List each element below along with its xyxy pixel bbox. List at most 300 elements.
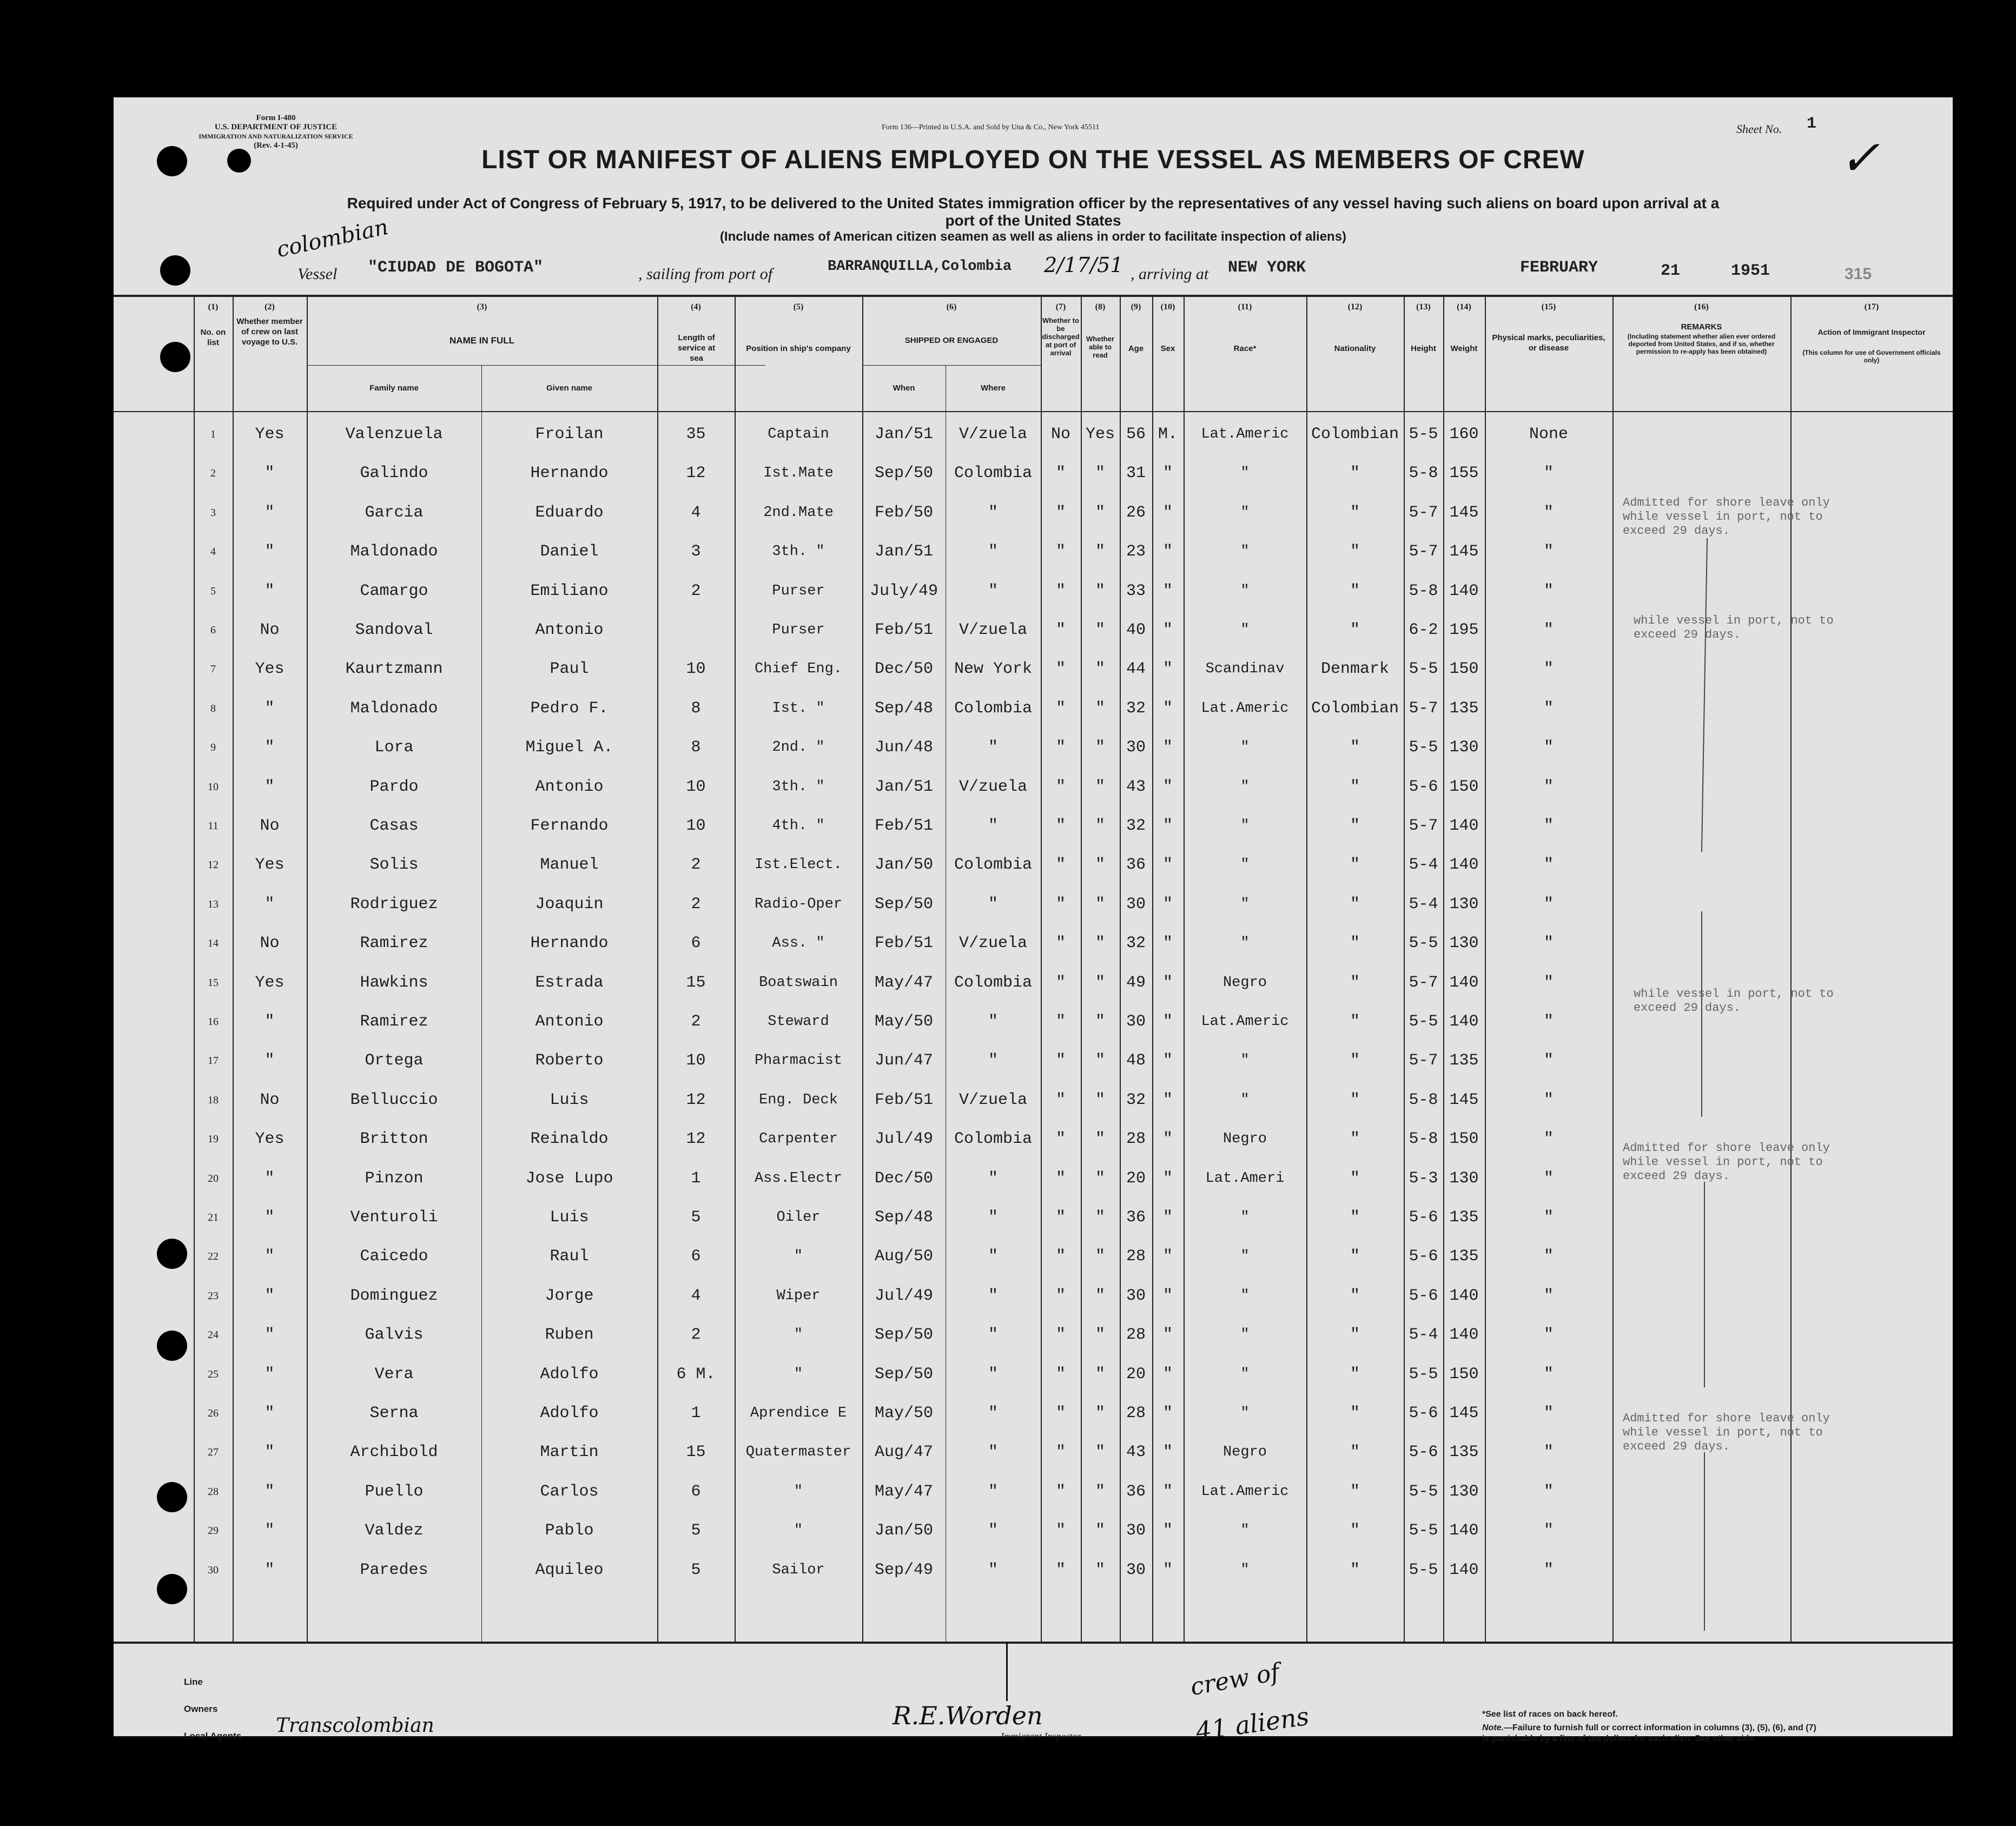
cell-sex: " <box>1162 464 1173 483</box>
cell-no: 3 <box>210 506 216 519</box>
cell-disch: " <box>1055 1404 1066 1423</box>
cell-read: " <box>1095 503 1105 522</box>
sheet-number-label: Sheet No. <box>1736 122 1782 136</box>
cell-weight: 140 <box>1449 1521 1479 1540</box>
cell-race: Lat.Americ <box>1201 700 1289 717</box>
cell-weight: 150 <box>1449 777 1479 796</box>
cell-given: Miguel A. <box>525 738 613 757</box>
cell-when: Sep/48 <box>874 699 934 718</box>
cell-age: 30 <box>1126 1013 1146 1031</box>
col-num-12: (12) <box>1347 302 1363 312</box>
cell-no: 30 <box>208 1564 219 1576</box>
cell-sex: " <box>1162 1482 1173 1501</box>
cell-nat: " <box>1350 973 1360 992</box>
cell-when: Feb/51 <box>874 621 934 639</box>
col-num-17: (17) <box>1864 302 1879 312</box>
cell-disch: " <box>1055 777 1066 796</box>
cell-sex: " <box>1162 660 1173 679</box>
cell-where: " <box>988 1286 998 1305</box>
cell-nat: " <box>1350 1326 1360 1345</box>
cell-when: Feb/50 <box>874 503 934 522</box>
checkmark: ✓ <box>1839 130 1880 187</box>
cell-no: 22 <box>208 1251 219 1263</box>
cell-no: 8 <box>210 702 216 714</box>
cell-position: Aprendice E <box>750 1405 847 1421</box>
cell-given: Ruben <box>545 1326 594 1345</box>
cell-disch: " <box>1055 1560 1066 1579</box>
cell-position: Purser <box>772 622 825 638</box>
cell-disch: " <box>1055 738 1066 757</box>
col-header-no: No. on list <box>200 328 226 347</box>
cell-race: Negro <box>1222 1131 1267 1148</box>
cell-no: 14 <box>208 937 219 950</box>
line-handwriting: colombian <box>274 214 391 263</box>
cell-last: " <box>265 1013 275 1031</box>
cell-where: V/zuela <box>959 1090 1028 1109</box>
cell-age: 20 <box>1126 1365 1146 1384</box>
cell-given: Hernando <box>530 464 609 483</box>
cell-family: Archibold <box>350 1443 438 1462</box>
cell-height: 5-5 <box>1409 1365 1438 1384</box>
cell-given: Aquileo <box>535 1560 604 1579</box>
cell-weight: 130 <box>1449 895 1479 914</box>
cell-race: " <box>1240 1287 1250 1304</box>
cell-family: Vera <box>374 1365 414 1384</box>
cell-position: " <box>794 1327 803 1344</box>
cell-read: " <box>1095 738 1105 757</box>
cell-nat: " <box>1350 1169 1360 1188</box>
cell-height: 5-7 <box>1409 817 1438 835</box>
cell-height: 5-7 <box>1409 699 1438 718</box>
cell-where: " <box>988 817 998 835</box>
col-header-nationality: Nationality <box>1334 344 1376 353</box>
cell-marks: " <box>1543 817 1554 835</box>
cell-marks: None <box>1529 425 1568 444</box>
col-header-given-name: Given name <box>546 383 593 393</box>
cell-given: Paul <box>550 660 589 679</box>
remark-line: exceed 29 days. <box>1623 1440 1730 1453</box>
cell-race: " <box>1240 739 1250 756</box>
pen-stroke <box>1704 1182 1705 1387</box>
cell-read: " <box>1095 1443 1105 1462</box>
cell-race: " <box>1240 1327 1250 1344</box>
cell-age: 30 <box>1126 1286 1146 1305</box>
cell-race: Lat.Americ <box>1201 1014 1289 1030</box>
cell-last: Yes <box>255 856 285 875</box>
cell-no: 29 <box>208 1525 219 1537</box>
department: U.S. DEPARTMENT OF JUSTICE <box>214 123 338 131</box>
cell-given: Antonio <box>535 621 604 639</box>
cell-service: 3 <box>691 542 701 561</box>
cell-where: V/zuela <box>959 425 1028 444</box>
cell-weight: 145 <box>1449 1090 1479 1109</box>
cell-position: Sailor <box>772 1562 825 1578</box>
cell-race: " <box>1240 465 1250 482</box>
cell-last: " <box>265 1286 275 1305</box>
cell-no: 21 <box>208 1212 219 1223</box>
cell-height: 5-5 <box>1409 660 1438 679</box>
cell-read: " <box>1095 817 1105 835</box>
cell-weight: 145 <box>1449 1404 1479 1423</box>
cell-no: 26 <box>208 1407 219 1419</box>
cell-age: 36 <box>1126 1482 1146 1501</box>
cell-height: 6-2 <box>1409 621 1438 639</box>
cell-age: 20 <box>1126 1169 1146 1188</box>
cell-sex: " <box>1162 503 1173 522</box>
col-header-when: When <box>893 383 915 393</box>
col-num-6: (6) <box>946 302 957 312</box>
races-note: *See list of races on back hereof. <box>1482 1710 1618 1719</box>
remark-line: while vessel in port, not to <box>1634 614 1834 627</box>
cell-disch: " <box>1055 895 1066 914</box>
cell-weight: 140 <box>1449 581 1479 600</box>
cell-no: 16 <box>208 1016 219 1028</box>
cell-read: " <box>1095 895 1105 914</box>
cell-nat: " <box>1350 777 1360 796</box>
cell-service: 5 <box>691 1560 701 1579</box>
cell-last: " <box>265 1247 275 1266</box>
requirement-line-1: Required under Act of Congress of February 5, 1917, to be delivered to the United States immigration officer by the representatives of any vessel having such aliens on board upon arrival at a <box>347 195 1720 211</box>
cell-last: Yes <box>255 1130 285 1149</box>
cell-last: Yes <box>255 973 285 992</box>
cell-family: Sandoval <box>355 621 433 639</box>
cell-weight: 140 <box>1449 856 1479 875</box>
cell-read: " <box>1095 1521 1105 1540</box>
cell-height: 5-5 <box>1409 1013 1438 1031</box>
cell-marks: " <box>1543 1013 1554 1031</box>
cell-sex: M. <box>1158 425 1178 444</box>
cell-weight: 135 <box>1449 1051 1479 1070</box>
cell-position: Carpenter <box>759 1131 838 1148</box>
cell-sex: " <box>1162 934 1173 953</box>
col-header-height: Height <box>1411 344 1436 353</box>
sheet-number: 1 <box>1807 115 1817 133</box>
cell-no: 4 <box>210 546 216 558</box>
cell-position: Pharmacist <box>754 1053 843 1069</box>
cell-when: Sep/50 <box>874 1365 934 1384</box>
cell-marks: " <box>1543 1560 1554 1579</box>
cell-read: " <box>1095 1482 1105 1501</box>
cell-service: 10 <box>686 777 706 796</box>
cell-last: " <box>265 1521 275 1540</box>
col-header-sex: Sex <box>1160 344 1175 353</box>
cell-where: " <box>988 1326 998 1345</box>
cell-given: Reinaldo <box>530 1130 609 1149</box>
cell-given: Luis <box>550 1090 589 1109</box>
cell-age: 33 <box>1126 581 1146 600</box>
cell-last: Yes <box>255 425 285 444</box>
cell-where: " <box>988 1482 998 1501</box>
cell-sex: " <box>1162 542 1173 561</box>
col-header-age: Age <box>1128 344 1144 353</box>
col-header-shipped: SHIPPED OR ENGAGED <box>904 336 999 345</box>
cell-given: Roberto <box>535 1051 604 1070</box>
cell-where: Colombia <box>954 699 1033 718</box>
cell-when: Jul/49 <box>874 1130 934 1149</box>
cell-service: 5 <box>691 1521 701 1540</box>
cell-race: " <box>1240 1053 1250 1069</box>
cell-when: Sep/49 <box>874 1560 934 1579</box>
col-header-race: Race* <box>1233 344 1257 353</box>
cell-nat: " <box>1350 1365 1360 1384</box>
cell-given: Emiliano <box>530 581 609 600</box>
cell-read: " <box>1095 660 1105 679</box>
cell-no: 10 <box>208 780 219 793</box>
cell-marks: " <box>1543 1482 1554 1501</box>
remark-line: exceed 29 days. <box>1623 524 1730 538</box>
cell-weight: 155 <box>1449 464 1479 483</box>
cell-where: V/zuela <box>959 777 1028 796</box>
header-divider <box>114 411 1953 412</box>
cell-height: 5-5 <box>1409 738 1438 757</box>
cell-nat: " <box>1350 856 1360 875</box>
table-bottom-border <box>114 1642 1953 1644</box>
cell-sex: " <box>1162 973 1173 992</box>
cell-disch: " <box>1055 1169 1066 1188</box>
cell-disch: " <box>1055 1130 1066 1149</box>
cell-service: 15 <box>686 1443 706 1462</box>
cell-family: Ortega <box>365 1051 424 1070</box>
col-num-4: (4) <box>691 302 701 312</box>
cell-weight: 140 <box>1449 973 1479 992</box>
crew-count-note-line2: 41 aliens <box>1194 1701 1311 1746</box>
cell-when: Feb/51 <box>874 934 934 953</box>
cell-position: Purser <box>772 583 825 599</box>
cell-sex: " <box>1162 1169 1173 1188</box>
cell-given: Pedro F. <box>530 699 609 718</box>
remark-line: exceed 29 days. <box>1634 628 1741 641</box>
remark-line: while vessel in port, not to <box>1634 987 1834 1001</box>
cell-nat: Denmark <box>1320 660 1390 679</box>
inspector-signature: R.E.Worden <box>893 1701 1043 1730</box>
cell-where: " <box>988 503 998 522</box>
remark-line: while vessel in port, not to <box>1623 1426 1823 1439</box>
cell-race: Lat.Ameri <box>1205 1170 1285 1187</box>
cell-family: Lora <box>374 738 414 757</box>
cell-sex: " <box>1162 1404 1173 1423</box>
cell-race: " <box>1240 1405 1250 1421</box>
cell-weight: 145 <box>1449 503 1479 522</box>
cell-height: 5-8 <box>1409 464 1438 483</box>
cell-family: Kaurtzmann <box>345 660 443 679</box>
cell-where: " <box>988 1013 998 1031</box>
cell-family: Ramirez <box>360 934 428 953</box>
cell-disch: " <box>1055 1326 1066 1345</box>
cell-disch: " <box>1055 1365 1066 1384</box>
col-num-16: (16) <box>1694 302 1709 312</box>
cell-nat: " <box>1350 464 1360 483</box>
cell-height: 5-7 <box>1409 542 1438 561</box>
cell-position: " <box>794 1483 803 1500</box>
cell-marks: " <box>1543 1051 1554 1070</box>
cell-disch: " <box>1055 660 1066 679</box>
cell-nat: " <box>1350 1482 1360 1501</box>
cell-sex: " <box>1162 817 1173 835</box>
cell-service: 2 <box>691 581 701 600</box>
cell-service: 8 <box>691 699 701 718</box>
col-header-family-name: Family name <box>369 383 419 393</box>
cell-when: Jun/48 <box>874 738 934 757</box>
cell-sex: " <box>1162 1090 1173 1109</box>
cell-last: " <box>265 503 275 522</box>
remark-block <box>1634 987 1834 1015</box>
cell-marks: " <box>1543 777 1554 796</box>
cell-read: " <box>1095 1326 1105 1345</box>
cell-age: 28 <box>1126 1404 1146 1423</box>
cell-sex: " <box>1162 1130 1173 1149</box>
cell-family: Puello <box>365 1482 424 1501</box>
cell-marks: " <box>1543 581 1554 600</box>
cell-race: " <box>1240 622 1250 638</box>
printer-line: Form 136—Printed in U.S.A. and Sold by Una & Co., New York 45511 <box>882 123 1100 131</box>
col-num-7: (7) <box>1055 302 1066 312</box>
cell-nat: " <box>1350 1443 1360 1462</box>
cell-position: Wiper <box>776 1287 821 1304</box>
cell-sex: " <box>1162 1051 1173 1070</box>
table-row <box>114 650 1953 689</box>
cell-race: " <box>1240 1562 1250 1578</box>
cell-read: " <box>1095 1169 1105 1188</box>
cell-race: Lat.Americ <box>1201 426 1289 442</box>
cell-read: " <box>1095 621 1105 639</box>
cell-sex: " <box>1162 1521 1173 1540</box>
cell-last: " <box>265 738 275 757</box>
cell-service: 10 <box>686 660 706 679</box>
requirement-line-2: port of the United States <box>945 212 1121 229</box>
cell-family: Valdez <box>365 1521 424 1540</box>
cell-weight: 150 <box>1449 1130 1479 1149</box>
cell-when: Jul/49 <box>874 1286 934 1305</box>
cell-service: 2 <box>691 895 701 914</box>
cell-nat: " <box>1350 1247 1360 1266</box>
cell-last: Yes <box>255 660 285 679</box>
cell-when: Dec/50 <box>874 1169 934 1188</box>
crew-table <box>114 295 1953 1642</box>
cell-family: Valenzuela <box>345 425 443 444</box>
cell-race: " <box>1240 896 1250 912</box>
stamp-number: 315 <box>1845 265 1872 283</box>
col-header-position: Position in ship's company <box>746 344 851 353</box>
col-header-remarks-sub: (Including statement whether alien ever ordered deported from United States, and if so, whether permission to re-apply has been obtained) <box>1627 333 1776 355</box>
table-row <box>114 1198 1953 1237</box>
col-num-5: (5) <box>793 302 804 312</box>
cell-read: " <box>1095 1051 1105 1070</box>
cell-where: " <box>988 1365 998 1384</box>
cell-nat: " <box>1350 542 1360 561</box>
cell-height: 5-8 <box>1409 581 1438 600</box>
cell-nat: " <box>1350 817 1360 835</box>
cell-no: 23 <box>208 1289 219 1302</box>
cell-weight: 135 <box>1449 1247 1479 1266</box>
cell-age: 32 <box>1126 699 1146 718</box>
cell-no: 28 <box>208 1485 219 1498</box>
cell-family: Paredes <box>360 1560 428 1579</box>
table-row <box>114 415 1953 454</box>
cell-sex: " <box>1162 621 1173 639</box>
cell-weight: 150 <box>1449 1365 1479 1384</box>
cell-family: Dominguez <box>350 1286 438 1305</box>
cell-height: 5-4 <box>1409 1326 1438 1345</box>
cell-when: Sep/48 <box>874 1208 934 1227</box>
cell-no: 19 <box>208 1133 219 1146</box>
cell-last: " <box>265 542 275 561</box>
cell-no: 1 <box>210 428 216 440</box>
cell-age: 32 <box>1126 817 1146 835</box>
cell-disch: No <box>1050 425 1070 444</box>
cell-family: Maldonado <box>350 699 438 718</box>
cell-weight: 135 <box>1449 1443 1479 1462</box>
cell-position: 2nd. " <box>772 739 825 756</box>
table-row <box>114 572 1953 611</box>
col-num-9: (9) <box>1131 302 1141 312</box>
cell-age: 30 <box>1126 895 1146 914</box>
cell-height: 5-7 <box>1409 1051 1438 1070</box>
cell-last: " <box>265 1326 275 1345</box>
cell-position: Ist.Mate <box>763 465 834 482</box>
cell-no: 7 <box>210 663 216 676</box>
requirement-line-3: (Include names of American citizen seamen as well as aliens in order to facilitate inspection of aliens) <box>719 229 1347 244</box>
cell-last: " <box>265 464 275 483</box>
service: IMMIGRATION AND NATURALIZATION SERVICE <box>199 133 353 140</box>
cell-where: New York <box>954 660 1033 679</box>
cell-last: No <box>260 1090 280 1109</box>
cell-given: Jose Lupo <box>525 1169 613 1188</box>
cell-race: Scandinav <box>1205 661 1285 678</box>
cell-where: Colombia <box>954 856 1033 875</box>
cell-nat: Colombian <box>1311 425 1399 444</box>
local-agents-handwritten: Transcolombian <box>276 1715 434 1737</box>
port-to: NEW YORK <box>1228 259 1306 277</box>
penalty-note <box>1482 1723 1936 1744</box>
cell-where: " <box>988 1404 998 1423</box>
cell-family: Camargo <box>360 581 428 600</box>
pen-stroke <box>1704 1452 1705 1631</box>
cell-disch: " <box>1055 1247 1066 1266</box>
cell-height: 5-5 <box>1409 934 1438 953</box>
cell-last: " <box>265 581 275 600</box>
cell-marks: " <box>1543 1443 1554 1462</box>
penalty-note-text-2: is punishable by a fine of ten dollars for each alien. See other side. <box>1482 1734 1756 1743</box>
table-row <box>114 728 1953 767</box>
cell-no: 9 <box>210 742 216 754</box>
cell-position: 4th. " <box>772 818 825 834</box>
cell-family: Garcia <box>365 503 424 522</box>
col-num-14: (14) <box>1457 302 1471 312</box>
cell-nat: " <box>1350 1208 1360 1227</box>
cell-marks: " <box>1543 1326 1554 1345</box>
cell-sex: " <box>1162 1365 1173 1384</box>
cell-last: " <box>265 1208 275 1227</box>
cell-height: 5-8 <box>1409 1130 1438 1149</box>
cell-marks: " <box>1543 895 1554 914</box>
cell-position: Captain <box>768 426 829 442</box>
cell-service: 15 <box>686 973 706 992</box>
cell-read: " <box>1095 1130 1105 1149</box>
cell-read: " <box>1095 699 1105 718</box>
cell-height: 5-6 <box>1409 777 1438 796</box>
cell-race: " <box>1240 1523 1250 1539</box>
cell-weight: 140 <box>1449 1326 1479 1345</box>
owners-label: Owners <box>184 1704 218 1714</box>
cell-marks: " <box>1543 1286 1554 1305</box>
cell-position: Oiler <box>776 1209 821 1226</box>
cell-position: Boatswain <box>759 974 838 991</box>
cell-no: 12 <box>208 859 219 871</box>
cell-marks: " <box>1543 660 1554 679</box>
cell-service: 12 <box>686 1090 706 1109</box>
cell-height: 5-4 <box>1409 895 1438 914</box>
table-row <box>114 689 1953 728</box>
